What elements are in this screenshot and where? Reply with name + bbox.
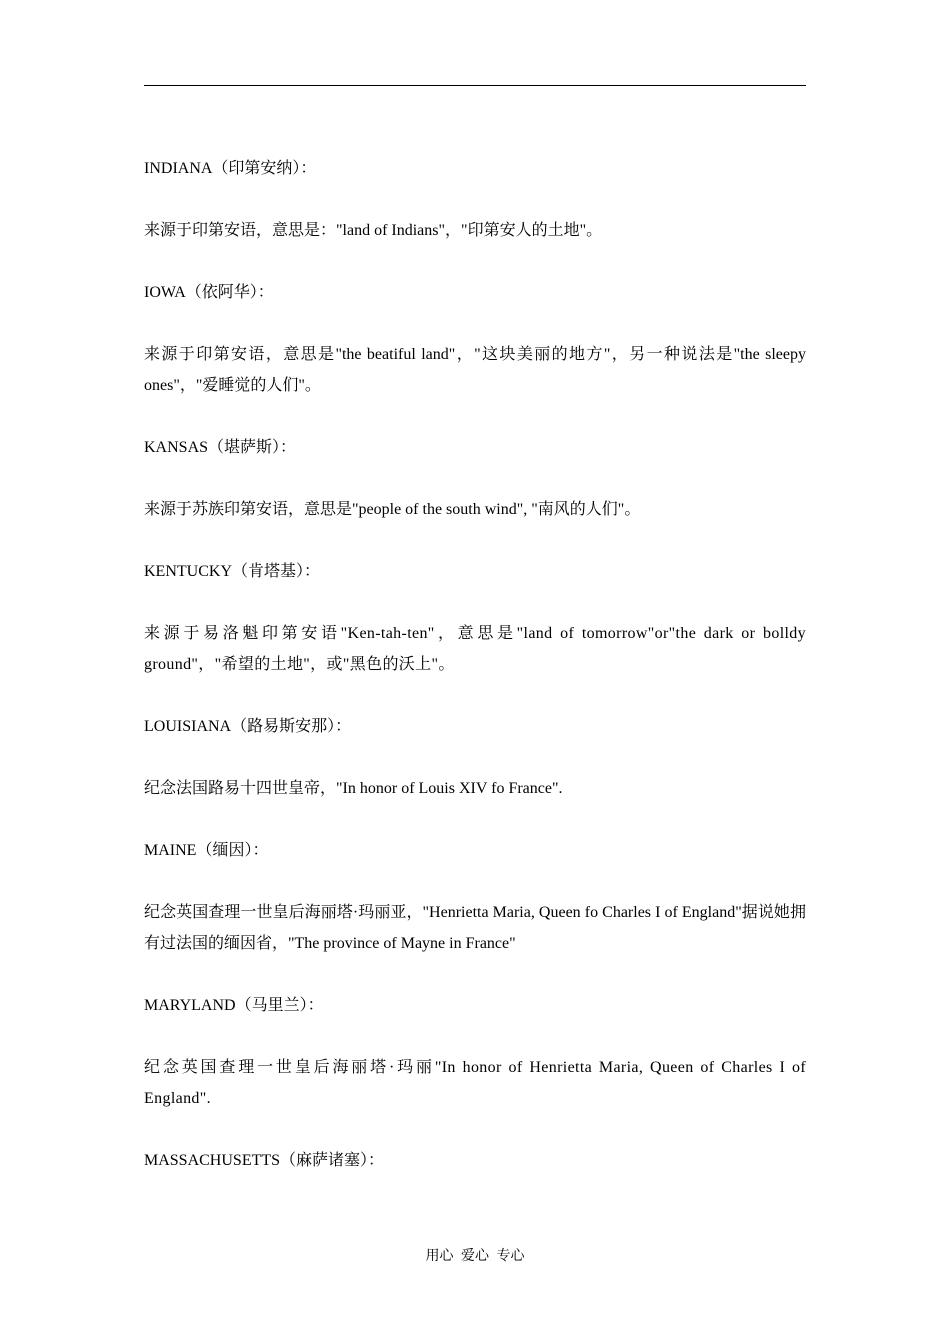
entry-text-kansas: 来源于苏族印第安语，意思是"people of the south wind", "南风的人们"。	[144, 501, 641, 518]
entry-heading-indiana: INDIANA（印第安纳）：	[144, 160, 317, 177]
entry-heading-massachusetts: MASSACHUSETTS（麻萨诸塞）：	[144, 1152, 385, 1169]
entry-text-iowa: 来源于印第安语，意思是"the beatiful land"，"这块美丽的地方"，另一种说法是"the sleepy ones"，"爱睡觉的人们"。	[144, 346, 806, 394]
page-footer: 用心 爱心 专心	[425, 1249, 525, 1264]
document-body	[144, 153, 806, 1207]
header-rule	[144, 85, 806, 86]
entry-heading-louisiana: LOUISIANA（路易斯安那）：	[144, 718, 352, 735]
entry-text-maryland: 纪念英国查理一世皇后海丽塔·玛丽"In honor of Henrietta Maria, Queen of Charles I of England".	[144, 1059, 806, 1107]
entry-heading-iowa: IOWA（依阿华）：	[144, 284, 274, 301]
entry-heading-kentucky: KENTUCKY（肯塔基）：	[144, 563, 320, 580]
entry-text-kentucky: 来源于易洛魁印第安语"Ken-tah-ten"，意思是"land of tomorrow"or"the dark or bolldy ground"，"希望的土地"，或"黑色的沃上"。	[144, 625, 806, 673]
entry-text-maine: 纪念英国查理一世皇后海丽塔·玛丽亚，"Henrietta Maria, Queen fo Charles I of England"据说她拥有过法国的缅因省，"The province of Mayne in France"	[144, 904, 806, 952]
entry-heading-maine: MAINE（缅因）：	[144, 842, 269, 859]
entry-text-louisiana: 纪念法国路易十四世皇帝，"In honor of Louis XIV fo France".	[144, 780, 563, 797]
entry-heading-maryland: MARYLAND（马里兰）：	[144, 997, 324, 1014]
entry-text-indiana: 来源于印第安语，意思是："land of Indians"，"印第安人的土地"。	[144, 222, 603, 239]
entry-heading-kansas: KANSAS（堪萨斯）：	[144, 439, 297, 456]
